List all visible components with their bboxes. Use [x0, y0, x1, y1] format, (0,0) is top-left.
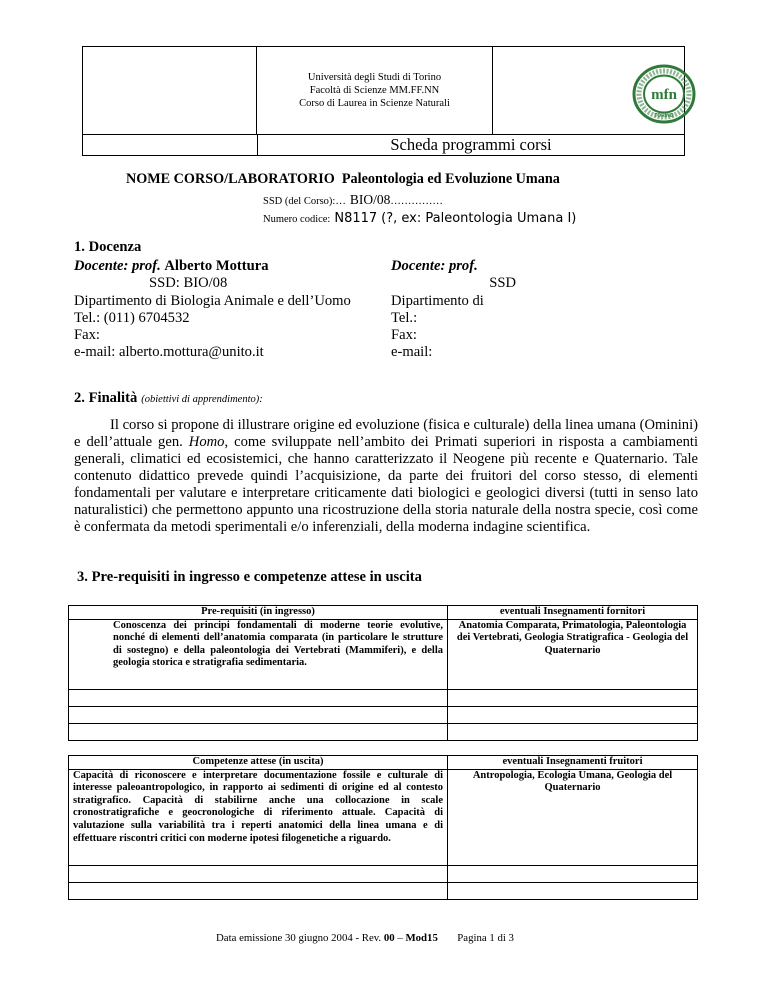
competences-col2-header: eventuali Insegnamenti fruitori — [448, 756, 698, 770]
teacher-1-name: Alberto Mottura — [164, 258, 269, 274]
teacher-1-email: e-mail: alberto.mottura@unito.it — [74, 344, 264, 361]
aims-heading-line — [74, 389, 263, 407]
aims-paragraph — [74, 417, 698, 536]
code-value: N8117 — [334, 211, 378, 226]
ssd-value: BIO/08 — [349, 192, 391, 207]
logo-cell — [493, 47, 684, 135]
competences-table — [68, 755, 698, 900]
competences-col1-header: Competenze attese (in uscita) — [69, 756, 448, 770]
code-label: Numero codice: — [263, 214, 331, 225]
form-title: Scheda programmi corsi — [257, 135, 684, 155]
footer-issue: Data emissione 30 giugno 2004 - Rev. — [216, 932, 382, 944]
faculty-logo — [632, 64, 696, 124]
table-row — [69, 706, 698, 723]
svg-text:mfn: mfn — [651, 87, 677, 103]
footer-rev: 00 — [383, 932, 395, 944]
course-name: Paleontologia ed Evoluzione Umana — [341, 171, 560, 187]
faculty-name: Facoltà di Scienze MM.FF.NN — [309, 85, 440, 96]
course-name-label: NOME CORSO/LABORATORIO — [126, 171, 335, 187]
teacher-2-fax: Fax: — [391, 327, 417, 344]
teacher-1-department: Dipartimento di Biologia Animale e dell’Uomo — [74, 292, 351, 309]
aims-text-part1: Il corso si propone di illustrare origine ed evoluzione (fisica e culturale) della linea umana (Ominini) e dell’attuale gen. — [74, 417, 699, 450]
prereq-col2-header: eventuali Insegnamenti fornitori — [448, 606, 698, 620]
teacher-1-ssd: SSD: BIO/08 — [149, 275, 228, 292]
teacher-1 — [74, 258, 351, 362]
teacher-2-label: Docente: prof. — [391, 258, 478, 274]
aims-heading: 2. Finalità — [74, 390, 138, 406]
table-row — [69, 723, 698, 740]
course-name-line — [126, 171, 560, 188]
footer-dash: – — [397, 932, 403, 944]
aims-homo: Homo — [188, 434, 225, 450]
institution-block — [257, 47, 493, 135]
svg-text:TORINO: TORINO — [654, 113, 674, 119]
header-box — [82, 46, 685, 156]
university-name: Università degli Studi di Torino — [307, 72, 442, 83]
prereq-heading: 3. Pre-requisiti in ingresso e competenze attese in uscita — [77, 569, 422, 585]
course-of-study: Corso di Laurea in Scienze Naturali — [299, 98, 450, 109]
code-line — [263, 209, 576, 227]
table-row — [69, 865, 698, 882]
teacher-2-department: Dipartimento di — [391, 292, 484, 309]
competences-col2-text: Antropologia, Ecologia Umana, Geologia del Quaternario — [448, 769, 698, 865]
prereq-col2-text: Anatomia Comparata, Primatologia, Paleontologia dei Vertebrati, Geologia Stratigrafica - Geologia del Quaternario — [448, 619, 698, 689]
teacher-2-ssd: SSD — [489, 275, 516, 292]
teacher-1-fax: Fax: — [74, 327, 100, 344]
ssd-line — [263, 191, 443, 209]
teacher-2 — [391, 258, 516, 362]
footer-page: Pagina 1 di 3 — [457, 932, 514, 944]
prereq-col1-text: Conoscenza dei principi fondamentali di moderne teorie evolutive, nonché di elementi dell’anatomia comparata (in particolare le strutture di sostegno) e della paleontologia dei Vertebrati (Mammiferi), e della geologia storica e stratigrafia sedimentaria. — [69, 619, 448, 689]
teacher-2-email: e-mail: — [391, 344, 433, 361]
aims-subheading: (obiettivi di apprendimento): — [141, 394, 263, 405]
table-row — [69, 689, 698, 706]
teacher-2-tel: Tel.: — [391, 309, 418, 326]
footer — [216, 932, 514, 944]
code-example: (?, ex: Paleontologia Umana I) — [381, 211, 577, 226]
ssd-dots: …………… — [390, 196, 443, 207]
footer-mod: Mod15 — [405, 932, 438, 944]
prerequisites-table — [68, 605, 698, 741]
aims-text-part2: , come sviluppate nell’ambito dei Primati superiori in risposta a cambiamenti generali, climatici ed ecosistemici, che hanno caratterizzato il Neogene più recente e Quaternario. Tale contenuto didattico prevede quindi l’acquisizione, da parte dei fruitori del corso stesso, di elementi fondamentali per valutare e interpretare criticamente dati biologici e geologici diversi (tutti in senso lato naturalistici) che permettono appunto una ricostruzione della storia naturale della nostra specie, così come è confermata da metodi sperimentali e/o inferenziali, della moderna indagine scientifica. — [74, 434, 698, 535]
table-row — [69, 882, 698, 899]
competences-col1-text: Capacità di riconoscere e interpretare documentazione fossile e culturale di interesse paleoantropologico, in rapporto ai sedimenti di origine ed al contesto stratigrafico. Capacità di stabilirne anche una collocazione in scale cronostratigrafiche e geocronologiche di riferimento attuale. Capacità di valutazione sulla variabilità tra i reperti anatomici della linea umana e di effettuare riscontri critici con moderne ipotesi filogenetiche a riguardo. — [69, 769, 448, 865]
teacher-1-label: Docente: prof. — [74, 258, 161, 274]
header-empty-cell — [83, 47, 257, 135]
prereq-col1-header: Pre-requisiti (in ingresso) — [69, 606, 448, 620]
teacher-1-tel: Tel.: (011) 6704532 — [74, 309, 190, 326]
ssd-label: SSD (del Corso):… — [263, 196, 346, 207]
teaching-heading: 1. Docenza — [74, 239, 142, 255]
